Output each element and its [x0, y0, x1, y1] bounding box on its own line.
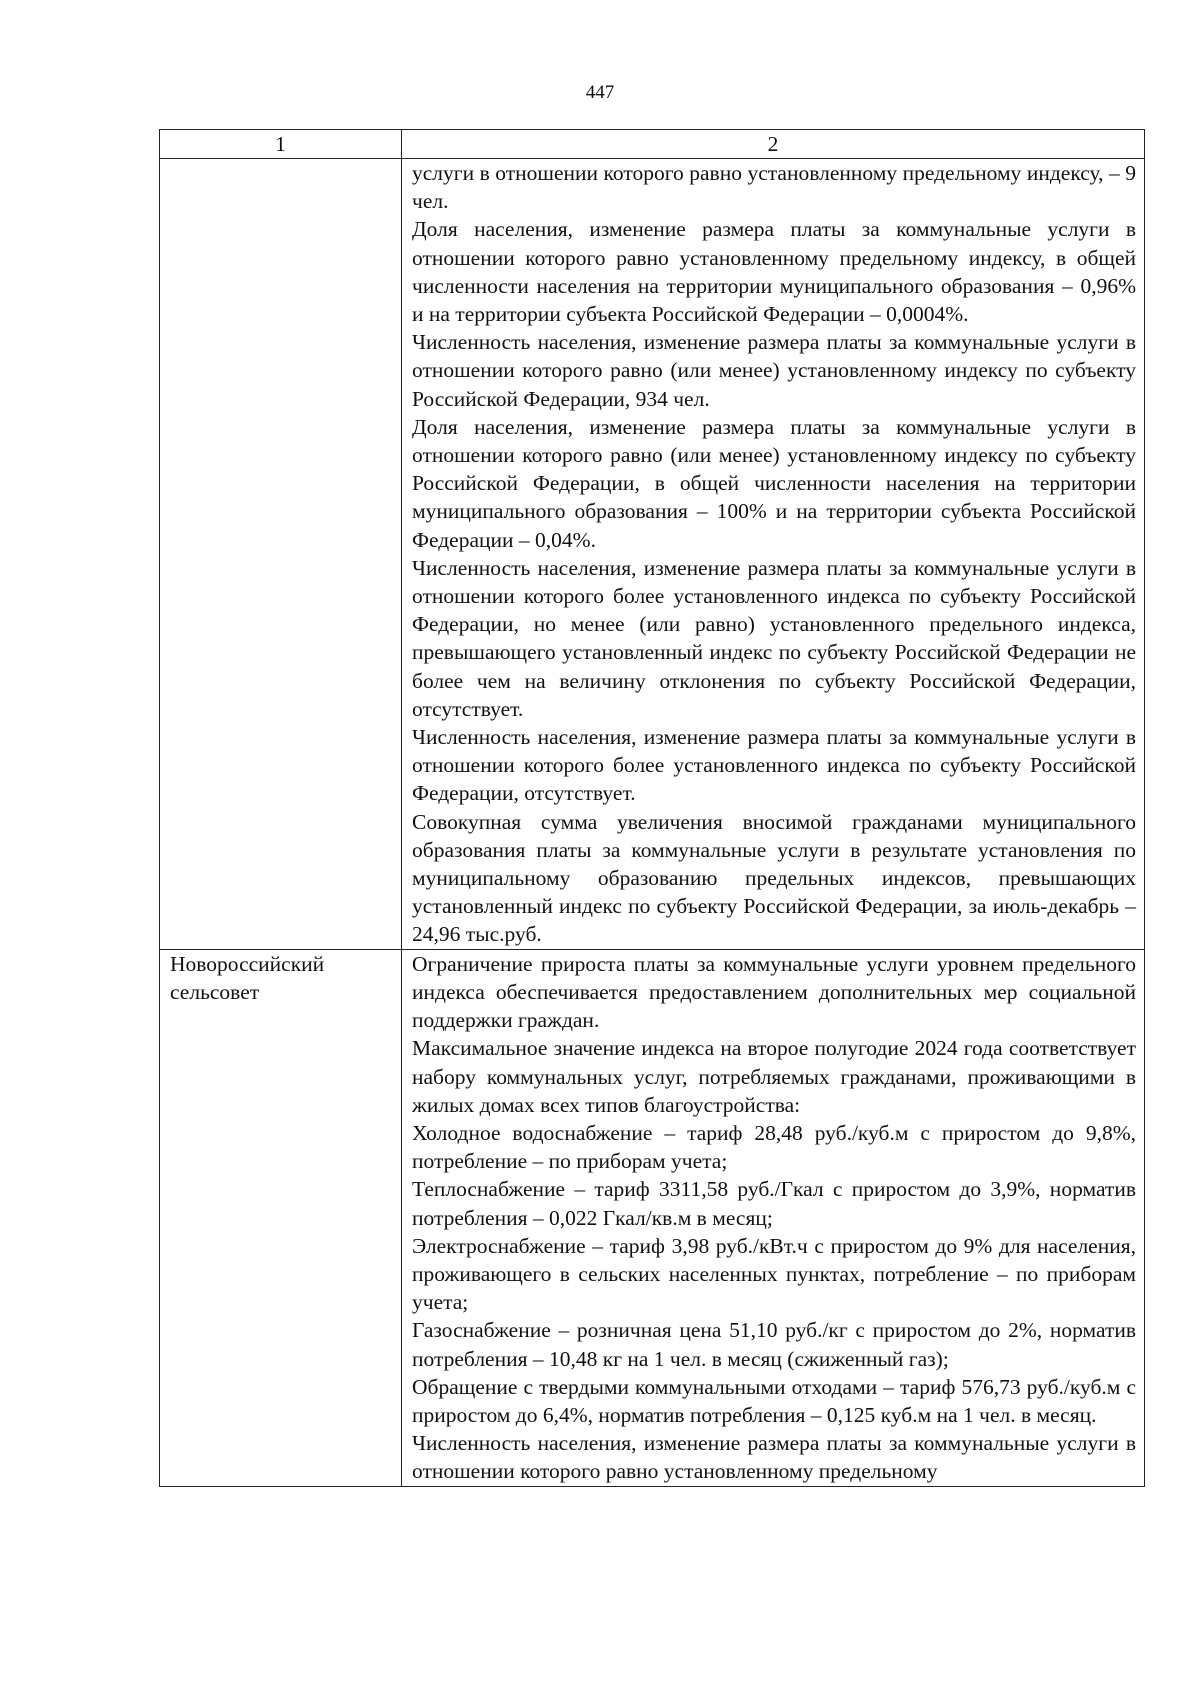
paragraph: Численность населения, изменение размера платы за коммунальные услуги в отношении которого равно установленному предельному	[412, 1431, 1136, 1484]
paragraph: Газоснабжение – розничная цена 51,10 руб./кг с приростом до 2%, норматив потребления – 10,48 кг на 1 чел. в месяц (сжиженный газ);	[412, 1318, 1136, 1371]
paragraph: Максимальное значение индекса на второе полугодие 2024 года соответствует набору коммунальных услуг, потребляемых гражданами, проживающими в жилых домах всех типов благоустройства:	[412, 1036, 1136, 1117]
table-row	[160, 159, 1145, 950]
municipality-name-cell: Новороссийский сельсовет	[160, 949, 402, 1486]
paragraph: Доля населения, изменение размера платы за коммунальные услуги в отношении которого равно (или менее) установленному индексу по субъекту Российской Федерации, в общей численности населения на территории муниципального образования – 100% и на территории субъекта Российской Федерации – 0,04%.	[412, 414, 1136, 552]
description-cell	[402, 949, 1145, 1486]
paragraph: Совокупная сумма увеличения вносимой гражданами муниципального образования платы за коммунальные услуги в результате установления по муниципальному образованию предельных индексов, превышающих установленный индекс по субъекту Российской Федерации, за июль-декабрь – 24,96 тыс.руб.	[412, 809, 1136, 947]
paragraph: Доля населения, изменение размера платы за коммунальные услуги в отношении которого равно установленному предельному индексу, в общей численности населения на территории муниципального образования – 0,96% и на территории субъекта Российской Федерации – 0,0004%.	[412, 217, 1136, 327]
paragraph: Теплоснабжение – тариф 3311,58 руб./Гкал с приростом до 3,9%, норматив потребления – 0,022 Гкал/кв.м в месяц;	[412, 1177, 1136, 1230]
paragraph: Обращение с твердыми коммунальными отходами – тариф 576,73 руб./куб.м с приростом до 6,4%, норматив потребления – 0,125 куб.м на 1 чел. в месяц.	[412, 1374, 1136, 1427]
paragraph: Ограничение прироста платы за коммунальные услуги уровнем предельного индекса обеспечивается предоставлением дополнительных мер социальной поддержки граждан.	[412, 951, 1136, 1033]
page-number: 447	[585, 82, 615, 103]
table-header-row	[160, 130, 1145, 159]
paragraph: Электроснабжение – тариф 3,98 руб./кВт.ч с приростом до 9% для населения, проживающего в сельских населенных пунктах, потребление – по приборам учета;	[412, 1233, 1136, 1315]
paragraph: Численность населения, изменение размера платы за коммунальные услуги в отношении которого более установленного индекса по субъекту Российской Федерации, но менее (или равно) установленного предельного индекса, превышающего установленный индекс по субъекту Российской Федерации не более чем на величину отклонения по субъекту Российской Федерации, отсутствует.	[412, 555, 1136, 721]
paragraph: Численность населения, изменение размера платы за коммунальные услуги в отношении которого равно (или менее) установленному индексу по субъекту Российской Федерации, 934 чел.	[412, 330, 1136, 411]
municipality-name-cell	[160, 159, 402, 950]
document-table	[159, 129, 1145, 1487]
column-header-1: 1	[160, 130, 402, 159]
paragraph: Численность населения, изменение размера платы за коммунальные услуги в отношении которого более установленного индекса по субъекту Российской Федерации, отсутствует.	[412, 725, 1136, 806]
description-cell	[402, 159, 1145, 950]
column-header-2: 2	[402, 130, 1145, 159]
paragraph: услуги в отношении которого равно установленному предельному индексу, – 9 чел.	[412, 161, 1136, 214]
table-row	[160, 949, 1145, 1486]
paragraph: Холодное водоснабжение – тариф 28,48 руб./куб.м с приростом до 9,8%, потребление – по приборам учета;	[412, 1120, 1136, 1174]
